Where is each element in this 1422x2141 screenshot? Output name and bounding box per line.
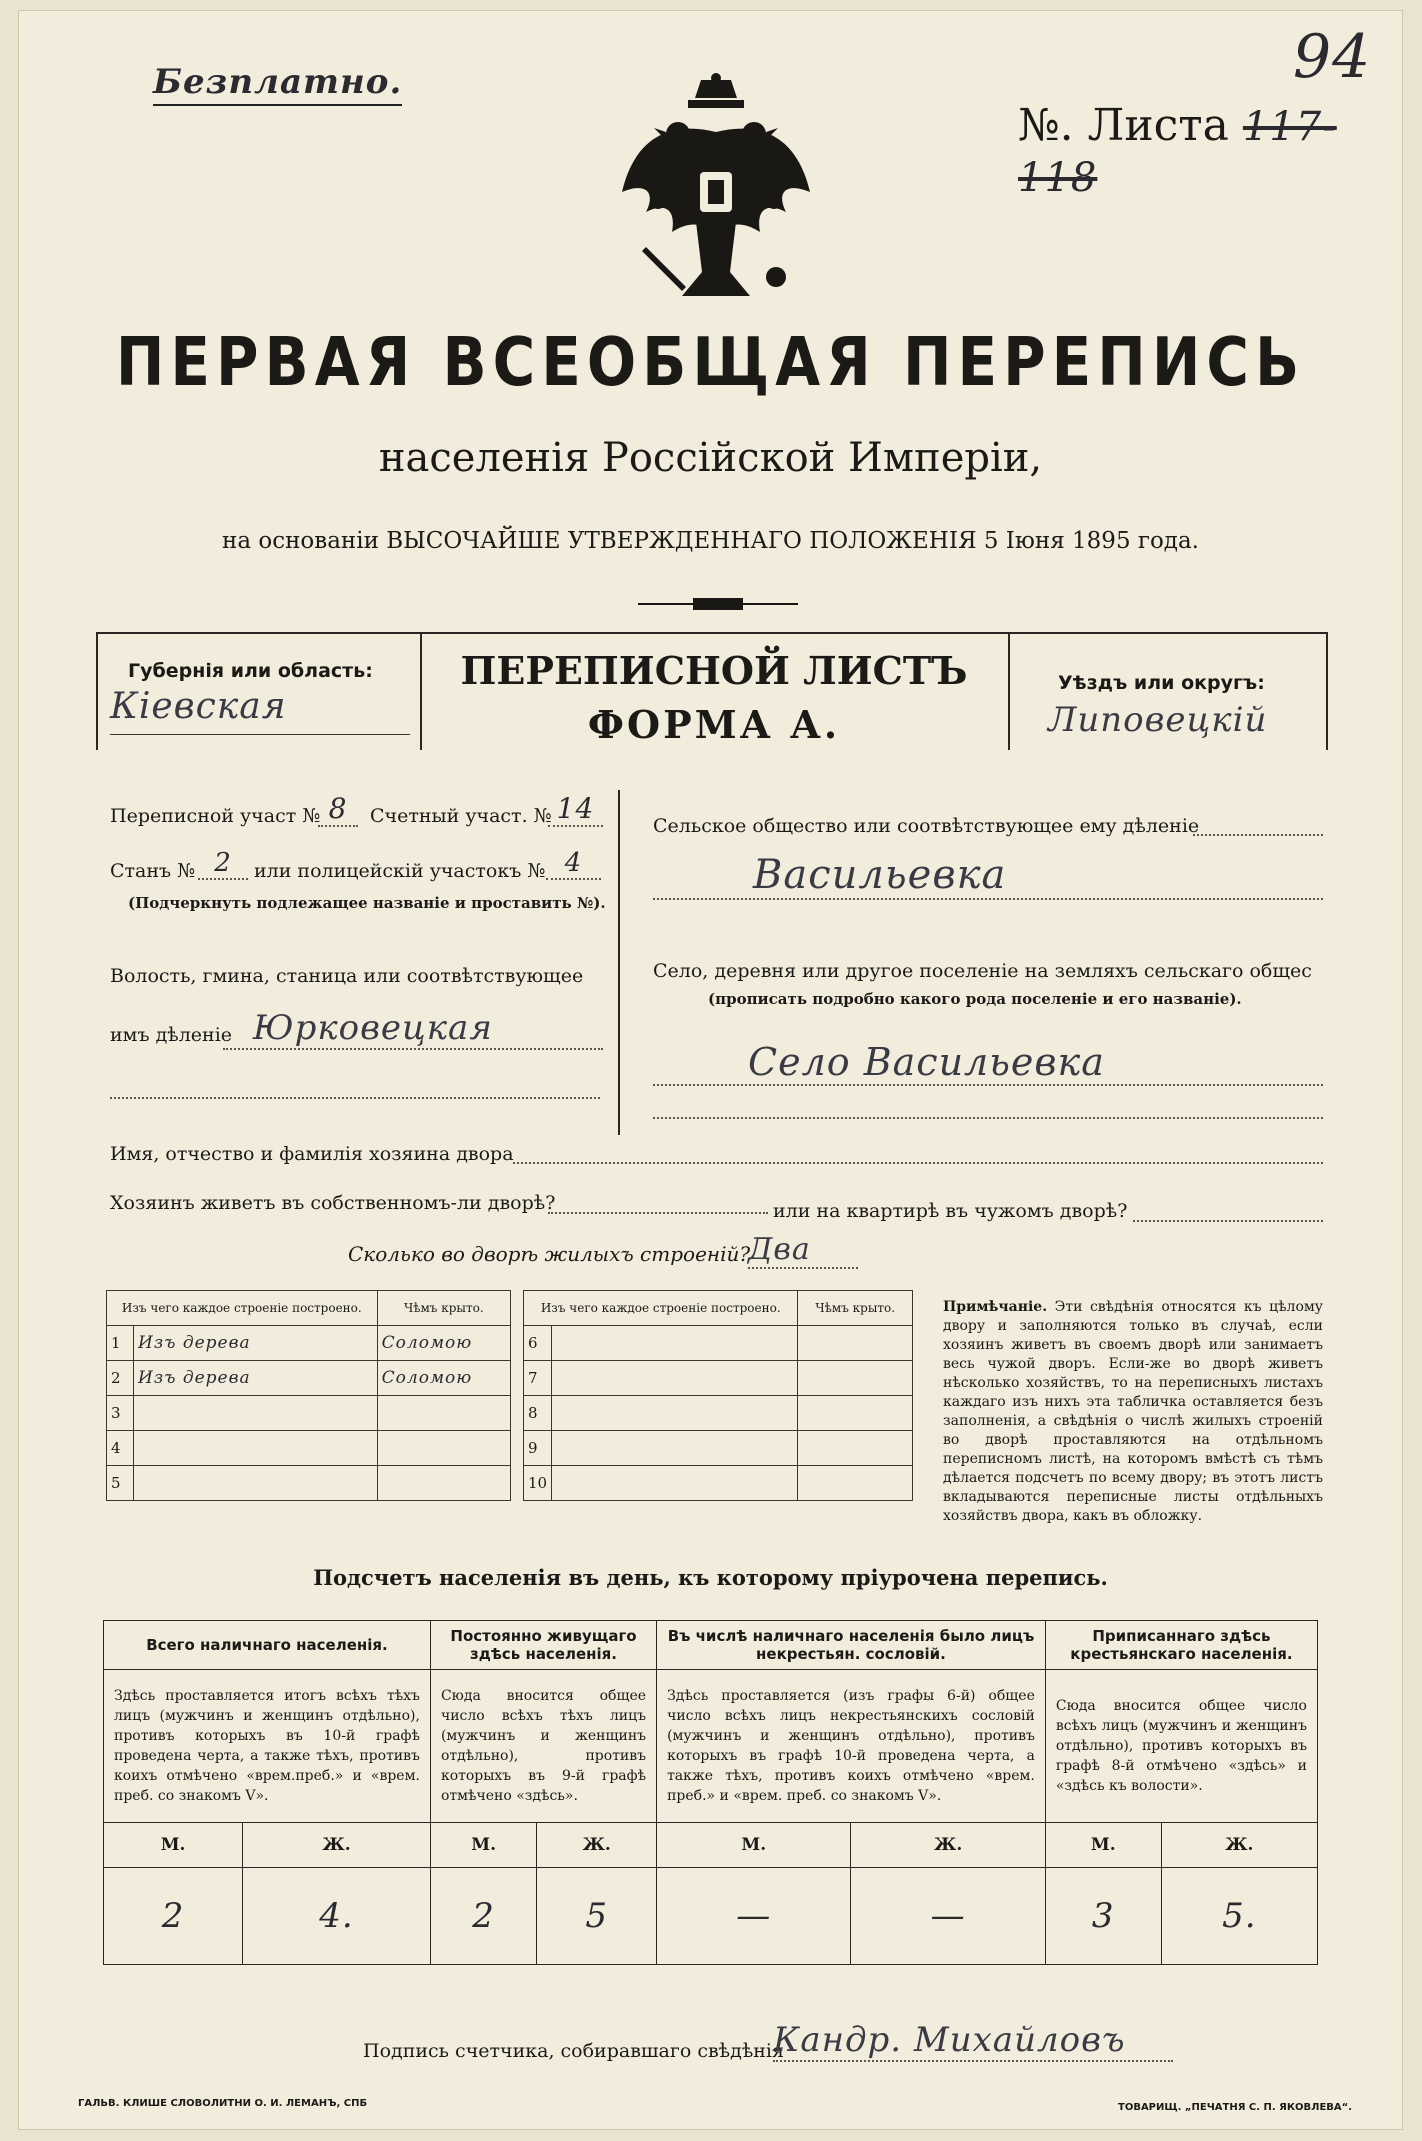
owner-name-line bbox=[513, 1150, 1323, 1164]
printer-left: ГАЛЬВ. КЛИШЕ СЛОВОЛИТНИ О. И. ЛЕМАНЪ, СПБ bbox=[78, 2098, 368, 2109]
building-roof bbox=[798, 1431, 913, 1466]
form-header-right-rule bbox=[1326, 632, 1328, 750]
schetny-uchast-value: 14 bbox=[548, 792, 603, 827]
population-title: Подсчетъ населенія въ день, къ которому пріурочена перепись. bbox=[313, 1565, 1108, 1590]
gubernia-label: Губернія или область: bbox=[128, 660, 373, 682]
buildings-col-material: Изъ чего каждое строеніе построено. bbox=[524, 1291, 798, 1326]
rent-yard-line bbox=[1133, 1208, 1323, 1222]
building-roof bbox=[377, 1431, 510, 1466]
village-label: Село, деревня или другое поселеніе на земляхъ сельскаго общес bbox=[653, 960, 1312, 982]
gubernia-value: Кіевская bbox=[110, 686, 410, 735]
table-row bbox=[107, 1361, 511, 1396]
total-female-value: 4. bbox=[243, 1868, 431, 1965]
buildings-col-material: Изъ чего каждое строеніе построено. bbox=[107, 1291, 378, 1326]
table-row bbox=[107, 1326, 511, 1361]
buildings-col-roof: Чѣмъ крыто. bbox=[798, 1291, 913, 1326]
row-number: 10 bbox=[524, 1466, 552, 1501]
total-male-value: 2 bbox=[104, 1868, 243, 1965]
schetny-uchast-label: Счетный участ. № bbox=[370, 805, 552, 827]
building-roof: Соломою bbox=[377, 1326, 510, 1361]
row-number: 6 bbox=[524, 1326, 552, 1361]
pop-head-permanent: Постоянно живущаго здѣсь населенія. bbox=[430, 1621, 656, 1670]
registered-female-value: 5. bbox=[1161, 1868, 1317, 1965]
buildings-count-label: Сколько во дворѣ жилыхъ строеній? bbox=[348, 1242, 751, 1266]
pop-desc-permanent: Сюда вносится общее число всѣхъ тѣхъ лицъ (мужчинъ и женщинъ отдѣльно), противъ которыхъ въ 9-й графѣ отмѣчено «здѣсь». bbox=[430, 1670, 656, 1823]
village-extra-line bbox=[653, 1105, 1323, 1119]
perepis-uchast-value: 8 bbox=[318, 792, 358, 827]
perepis-uchast-label: Переписной участ № bbox=[110, 805, 321, 827]
uezd-label: Уѣздъ или округъ: bbox=[1058, 672, 1265, 694]
female-header: Ж. bbox=[537, 1823, 657, 1868]
note-heading: Примѣчаніе. bbox=[943, 1299, 1048, 1315]
female-header: Ж. bbox=[1161, 1823, 1317, 1868]
row-number: 7 bbox=[524, 1361, 552, 1396]
building-material bbox=[134, 1396, 378, 1431]
volost-extra-line bbox=[110, 1085, 600, 1099]
volost-value: Юрковецкая bbox=[223, 1008, 603, 1050]
pop-head-non-peasant: Въ числѣ наличнаго населенія было лицъ некрестьян. сословій. bbox=[657, 1621, 1046, 1670]
row-number: 1 bbox=[107, 1326, 134, 1361]
female-header: Ж. bbox=[851, 1823, 1045, 1868]
table-row bbox=[524, 1466, 913, 1501]
registered-male-value: 3 bbox=[1045, 1868, 1161, 1965]
male-header: М. bbox=[1045, 1823, 1161, 1868]
corner-archive-number: 94 bbox=[1293, 22, 1372, 92]
non-peasant-female-value: — bbox=[851, 1868, 1045, 1965]
own-yard-line bbox=[548, 1200, 768, 1214]
buildings-table-right bbox=[523, 1290, 913, 1501]
table-row bbox=[524, 1326, 913, 1361]
row-number: 9 bbox=[524, 1431, 552, 1466]
note-text: Эти свѣдѣнія относятся къ цѣлому двору и заполняются только въ случаѣ, если хозяинъ живетъ въ своемъ дворѣ или занимаетъ весь чужой дворъ. Если-же во дворѣ живетъ нѣсколько хозяйствъ, то на переписныхъ листахъ каждаго изъ нихъ эта табличка оставляется безъ заполненія, а свѣдѣнія о числѣ жилыхъ строеній во дворѣ проставляются на отдѣльномъ переписномъ листѣ, на которомъ вмѣстѣ съ тѣмъ дѣлается подсчетъ по всему двору; въ этотъ листъ вкладываются переписные листы отдѣльныхъ хозяйствъ двора, какъ въ обложку. bbox=[943, 1299, 1323, 1524]
building-material bbox=[552, 1326, 798, 1361]
middle-divider bbox=[618, 790, 620, 1135]
table-row bbox=[524, 1431, 913, 1466]
census-subtitle: населенія Россійской Имперіи, bbox=[378, 435, 1043, 481]
building-material bbox=[552, 1466, 798, 1501]
pop-desc-non-peasant: Здѣсь проставляется (изъ графы 6-й) общее число всѣхъ лицъ некрестьянскихъ сословій (мужчинъ и женщинъ отдѣльно), противъ которыхъ въ графѣ 10-й проведена черта, а также тѣхъ, противъ коихъ отмѣчено «врем. преб.» и «врем. преб. со знакомъ V». bbox=[657, 1670, 1046, 1823]
rent-yard-label: или на квартирѣ въ чужомъ дворѣ? bbox=[773, 1200, 1128, 1222]
row-number: 2 bbox=[107, 1361, 134, 1396]
buildings-count-value: Два bbox=[748, 1232, 858, 1269]
free-of-charge-label: Безплатно. bbox=[153, 62, 402, 106]
pop-desc-total: Здѣсь проставляется итогъ всѣхъ тѣхъ лицъ (мужчинъ и женщинъ отдѣльно), противъ которыхъ въ 10-й графѣ проведена черта, а также тѣхъ, противъ коихъ отмѣчено «врем.преб.» и «врем. преб. со знакомъ V». bbox=[104, 1670, 431, 1823]
volost-label-line2: имъ дѣленіе bbox=[110, 1024, 233, 1046]
census-sheet bbox=[18, 10, 1403, 2130]
police-uchastok-value: 4 bbox=[546, 848, 601, 880]
row-number: 5 bbox=[107, 1466, 134, 1501]
building-roof bbox=[798, 1466, 913, 1501]
building-roof bbox=[798, 1361, 913, 1396]
table-row bbox=[107, 1396, 511, 1431]
stan-value: 2 bbox=[198, 848, 248, 880]
table-row bbox=[107, 1431, 511, 1466]
form-header-top-rule bbox=[96, 632, 1326, 634]
census-legal-basis: на основаніи ВЫСОЧАЙШЕ УТВЕРЖДЕННАГО ПОЛОЖЕНІЯ 5 Іюня 1895 года. bbox=[222, 528, 1199, 554]
village-value: Село Васильевка bbox=[653, 1040, 1323, 1086]
table-row bbox=[107, 1466, 511, 1501]
building-material bbox=[134, 1431, 378, 1466]
note-block bbox=[943, 1298, 1323, 1526]
row-number: 3 bbox=[107, 1396, 134, 1431]
pop-head-registered: Приписаннаго здѣсь крестьянскаго населенія. bbox=[1045, 1621, 1317, 1670]
building-material: Изъ дерева bbox=[134, 1326, 378, 1361]
building-material bbox=[552, 1361, 798, 1396]
table-row bbox=[524, 1361, 913, 1396]
form-name: ФОРМА А. bbox=[587, 702, 841, 747]
permanent-male-value: 2 bbox=[430, 1868, 536, 1965]
sheet-number-caption: №. Листа bbox=[1018, 100, 1229, 151]
building-material: Изъ дерева bbox=[134, 1361, 378, 1396]
society-value: Васильевка bbox=[653, 852, 1323, 900]
village-note: (прописать подробно какого рода поселеніе и его названіе). bbox=[708, 990, 1242, 1008]
table-row bbox=[524, 1396, 913, 1431]
society-label: Сельское общество или соотвѣтствующее ему дѣленіе bbox=[653, 815, 1200, 837]
signature-value: Кандр. Михайловъ bbox=[773, 2020, 1173, 2062]
pop-desc-registered: Сюда вносится общее число всѣхъ лицъ (мужчинъ и женщинъ отдѣльно), противъ которыхъ въ графѣ 8-й отмѣчено «здѣсь» и «здѣсь къ волости». bbox=[1045, 1670, 1317, 1823]
building-material bbox=[134, 1466, 378, 1501]
imperial-eagle-emblem bbox=[616, 72, 816, 312]
female-header: Ж. bbox=[243, 1823, 431, 1868]
own-yard-label: Хозяинъ живетъ въ собственномъ-ли дворѣ? bbox=[110, 1192, 556, 1214]
male-header: М. bbox=[430, 1823, 536, 1868]
census-main-title: ПЕРВАЯ ВСЕОБЩАЯ ПЕРЕПИСЬ bbox=[115, 322, 1306, 402]
building-roof: Соломою bbox=[377, 1361, 510, 1396]
form-header-mid-rule-2 bbox=[1008, 632, 1010, 750]
population-table bbox=[103, 1620, 1318, 1965]
underline-note: (Подчеркнуть подлежащее названіе и проставить №). bbox=[128, 894, 606, 912]
buildings-col-roof: Чѣмъ крыто. bbox=[377, 1291, 510, 1326]
building-roof bbox=[798, 1396, 913, 1431]
permanent-female-value: 5 bbox=[537, 1868, 657, 1965]
ornament-divider bbox=[638, 595, 798, 613]
row-number: 8 bbox=[524, 1396, 552, 1431]
male-header: М. bbox=[104, 1823, 243, 1868]
pop-head-total: Всего наличнаго населенія. bbox=[104, 1621, 431, 1670]
building-roof bbox=[377, 1396, 510, 1431]
row-number: 4 bbox=[107, 1431, 134, 1466]
non-peasant-male-value: — bbox=[657, 1868, 851, 1965]
signature-label: Подпись счетчика, собиравшаго свѣдѣнія bbox=[363, 2040, 784, 2062]
society-label-line bbox=[1193, 822, 1323, 836]
building-roof bbox=[377, 1466, 510, 1501]
stan-label: Станъ № bbox=[110, 860, 196, 882]
volost-label-line1: Волость, гмина, станица или соотвѣтствующее bbox=[110, 965, 584, 987]
owner-name-label: Имя, отчество и фамилія хозяина двора bbox=[110, 1143, 514, 1165]
uezd-value: Липовецкій bbox=[1048, 700, 1268, 740]
building-material bbox=[552, 1431, 798, 1466]
sheet-number-value: 117-118 bbox=[1018, 104, 1337, 201]
buildings-table-left bbox=[106, 1290, 511, 1501]
building-roof bbox=[798, 1326, 913, 1361]
form-header-left-rule bbox=[96, 632, 98, 750]
form-title: ПЕРЕПИСНОЙ ЛИСТЪ bbox=[460, 648, 968, 693]
police-uchastok-label: или полицейскій участокъ № bbox=[254, 860, 546, 882]
male-header: М. bbox=[657, 1823, 851, 1868]
building-material bbox=[552, 1396, 798, 1431]
printer-right: ТОВАРИЩ. „ПЕЧАТНЯ С. П. ЯКОВЛЕВА“. bbox=[1118, 2102, 1353, 2113]
sheet-number-label bbox=[1018, 100, 1403, 202]
